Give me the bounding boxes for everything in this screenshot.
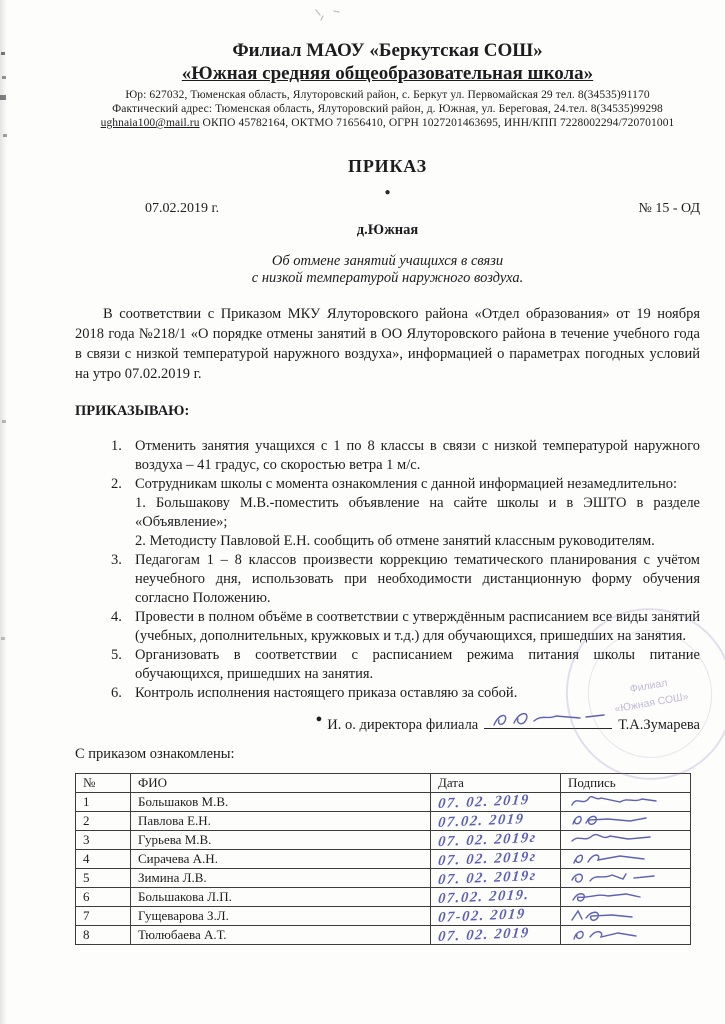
item-number: 5. xyxy=(111,647,122,663)
signature-scribble xyxy=(568,908,678,924)
date-number-row xyxy=(75,200,700,218)
item-subitem: 2. Методисту Павловой Е.Н. сообщить об отмене занятий классным руководителям. xyxy=(135,533,655,549)
signature-line xyxy=(484,715,612,729)
item-text: Провести в полном объёме в соответствии с утверждённым расписанием все виды занятий (учебных, дополнительных, кружковых и т.д.) для обучающихся, пришедших на занятия. xyxy=(135,609,700,644)
list-item xyxy=(111,551,700,608)
handwritten-date: 07.02. 2019. xyxy=(437,886,531,908)
table-row xyxy=(76,831,691,850)
organization-name-line2: «Южная средняя общеобразовательная школа» xyxy=(181,63,594,84)
table-row xyxy=(76,888,691,907)
signature-scribble xyxy=(568,813,678,829)
registry-codes-line xyxy=(75,116,700,130)
item-text: Отменить занятия учащихся с 1 по 8 классы в связи с низкой температурой наружного воздуха – 41 градус, со скоростью ветра 1 м/с. xyxy=(135,438,700,473)
decree-word: ПРИКАЗЫВАЮ: xyxy=(75,403,190,419)
cell-num: 3 xyxy=(76,831,131,850)
subject-line2: с низкой температурой наружного воздуха. xyxy=(251,270,524,286)
signer-name: Т.А.Зумарева xyxy=(618,717,700,733)
director-signature-row xyxy=(75,715,700,735)
order-place: д.Южная xyxy=(356,222,419,238)
handwritten-date: 07. 02. 2019 xyxy=(437,924,531,946)
handwritten-date: 07. 02. 2019г xyxy=(437,848,538,870)
order-subject xyxy=(75,253,700,287)
item-number: 2. xyxy=(111,476,122,492)
preamble-paragraph: В соответствии с Приказом МКУ Ялуторовского района «Отдел образования» от 19 ноября 2018 года №218/1 «О порядке отмены занятий в ОО Ялуторовского района в течение учебного года в связи с низкой температурой наружного воздуха», информацией о параметрах погодных условий на утро 07.02.2019 г. xyxy=(75,306,700,382)
signature-scribble xyxy=(568,889,678,905)
item-text: Контроль исполнения настоящего приказа оставляю за собой. xyxy=(135,685,518,701)
order-date: 07.02.2019 г. xyxy=(145,201,220,216)
table-row xyxy=(76,926,691,945)
table-row xyxy=(76,869,691,888)
signature-scribble xyxy=(568,851,678,867)
item-main-text: Сотрудникам школы с момента ознакомления с данной информацией незамедлительно: xyxy=(135,476,678,492)
cell-fio: Гущеварова З.Л. xyxy=(131,907,431,926)
organization-name-line1: Филиал МАОУ «Беркутская СОШ» xyxy=(232,40,543,61)
list-item xyxy=(111,646,700,684)
table-row xyxy=(76,907,691,926)
cell-num: 1 xyxy=(76,793,131,812)
handwritten-date: 07.02. 2019 xyxy=(437,811,526,831)
subject-line1: Об отмене занятий учащихся в связи xyxy=(271,253,504,269)
cell-date xyxy=(431,888,561,907)
cell-fio: Большакова Л.П. xyxy=(131,888,431,907)
cell-signature xyxy=(561,850,691,869)
handwritten-date: 07-02. 2019 xyxy=(437,906,527,926)
cell-fio: Большаков М.В. xyxy=(131,793,431,812)
table-row xyxy=(76,850,691,869)
handwritten-date: 07. 02. 2019г xyxy=(437,829,538,851)
stamp-line2: «Южная СОШ» xyxy=(613,689,690,715)
header-date: Дата xyxy=(431,774,561,793)
document-content xyxy=(75,0,700,945)
table-header-row xyxy=(76,774,691,793)
letterhead xyxy=(75,0,700,130)
signature-scribble xyxy=(568,927,678,943)
handwritten-date: 07. 02. 2019г xyxy=(437,867,538,889)
cell-signature xyxy=(561,869,691,888)
actual-address-line: Фактический адрес: Тюменская область, Ялуторовский район, д. Южная, ул. Береговая, 24.тел. 8(34535)99298 xyxy=(112,103,663,115)
item-number: 3. xyxy=(111,552,122,568)
ink-dot: ● xyxy=(315,713,323,725)
order-number: № 15 - ОД xyxy=(638,201,700,216)
cell-date xyxy=(431,907,561,926)
acknowledgement-label: С приказом ознакомлены: xyxy=(75,746,235,762)
director-signature-scribble xyxy=(486,709,610,733)
cell-num: 6 xyxy=(76,888,131,907)
cell-date xyxy=(431,926,561,945)
cell-num: 5 xyxy=(76,869,131,888)
signature-scribble xyxy=(568,870,678,886)
item-text: Организовать в соответствии с расписанием режима питания школы питание обучающихся, пришедших на занятия. xyxy=(135,647,700,682)
signature-scribble xyxy=(568,832,678,848)
item-number: 6. xyxy=(111,685,122,701)
item-number: 4. xyxy=(111,609,122,625)
cell-num: 2 xyxy=(76,812,131,831)
ink-dot: ● xyxy=(384,187,391,198)
list-item xyxy=(111,437,700,475)
header-fio: ФИО xyxy=(131,774,431,793)
cell-signature xyxy=(561,907,691,926)
cell-num: 7 xyxy=(76,907,131,926)
item-text: Педагогам 1 – 8 классов произвести коррекцию тематического планирования с учётом неучебного дня, использовать при необходимости дистанционную форму обучения согласно Положению. xyxy=(135,552,700,606)
cell-signature xyxy=(561,812,691,831)
cell-fio: Сирачева А.Н. xyxy=(131,850,431,869)
email-text: ughnaia100@mail.ru xyxy=(100,117,200,129)
list-item xyxy=(111,608,700,646)
acknowledgement-table xyxy=(75,773,691,945)
cell-date xyxy=(431,869,561,888)
cell-signature xyxy=(561,793,691,812)
cell-date xyxy=(431,850,561,869)
header-signature: Подпись xyxy=(561,774,691,793)
cell-signature xyxy=(561,831,691,850)
cell-fio: Павлова Е.Н. xyxy=(131,812,431,831)
order-title: ПРИКАЗ xyxy=(348,156,427,176)
cell-date xyxy=(431,831,561,850)
cell-fio: Гурьева М.В. xyxy=(131,831,431,850)
cell-date xyxy=(431,812,561,831)
scan-artifact-specks xyxy=(1,52,5,55)
item-subitem: 1. Большакову М.В.-поместить объявление на сайте школы и в ЭШТО в разделе «Объявление»; xyxy=(135,495,700,530)
cell-num: 8 xyxy=(76,926,131,945)
cell-fio: Зимина Л.В. xyxy=(131,869,431,888)
codes-text: ОКПО 45782164, ОКТМО 71656410, ОГРН 1027201463695, ИНН/КПП 7228002294/720701001 xyxy=(199,117,675,129)
cell-num: 4 xyxy=(76,850,131,869)
signer-role: И. о. директора филиала xyxy=(327,717,479,733)
signature-scribble xyxy=(568,794,678,810)
cell-signature xyxy=(561,926,691,945)
item-number: 1. xyxy=(111,438,122,454)
table-row xyxy=(76,812,691,831)
order-items-list xyxy=(75,437,700,703)
cell-fio: Тюлюбаева А.Т. xyxy=(131,926,431,945)
list-item xyxy=(111,684,700,703)
list-item xyxy=(111,475,700,551)
handwritten-date: 07. 02. 2019 xyxy=(437,791,531,813)
legal-address-line: Юр: 627032, Тюменская область, Ялуторовский район, с. Беркут ул. Первомайская 29 тел. 8(34535)91170 xyxy=(125,89,650,101)
item-text xyxy=(135,475,700,551)
cell-date xyxy=(431,793,561,812)
stamp-line1: Филиал xyxy=(628,676,669,695)
header-num: № xyxy=(76,774,131,793)
cell-signature xyxy=(561,888,691,907)
table-row xyxy=(76,793,691,812)
